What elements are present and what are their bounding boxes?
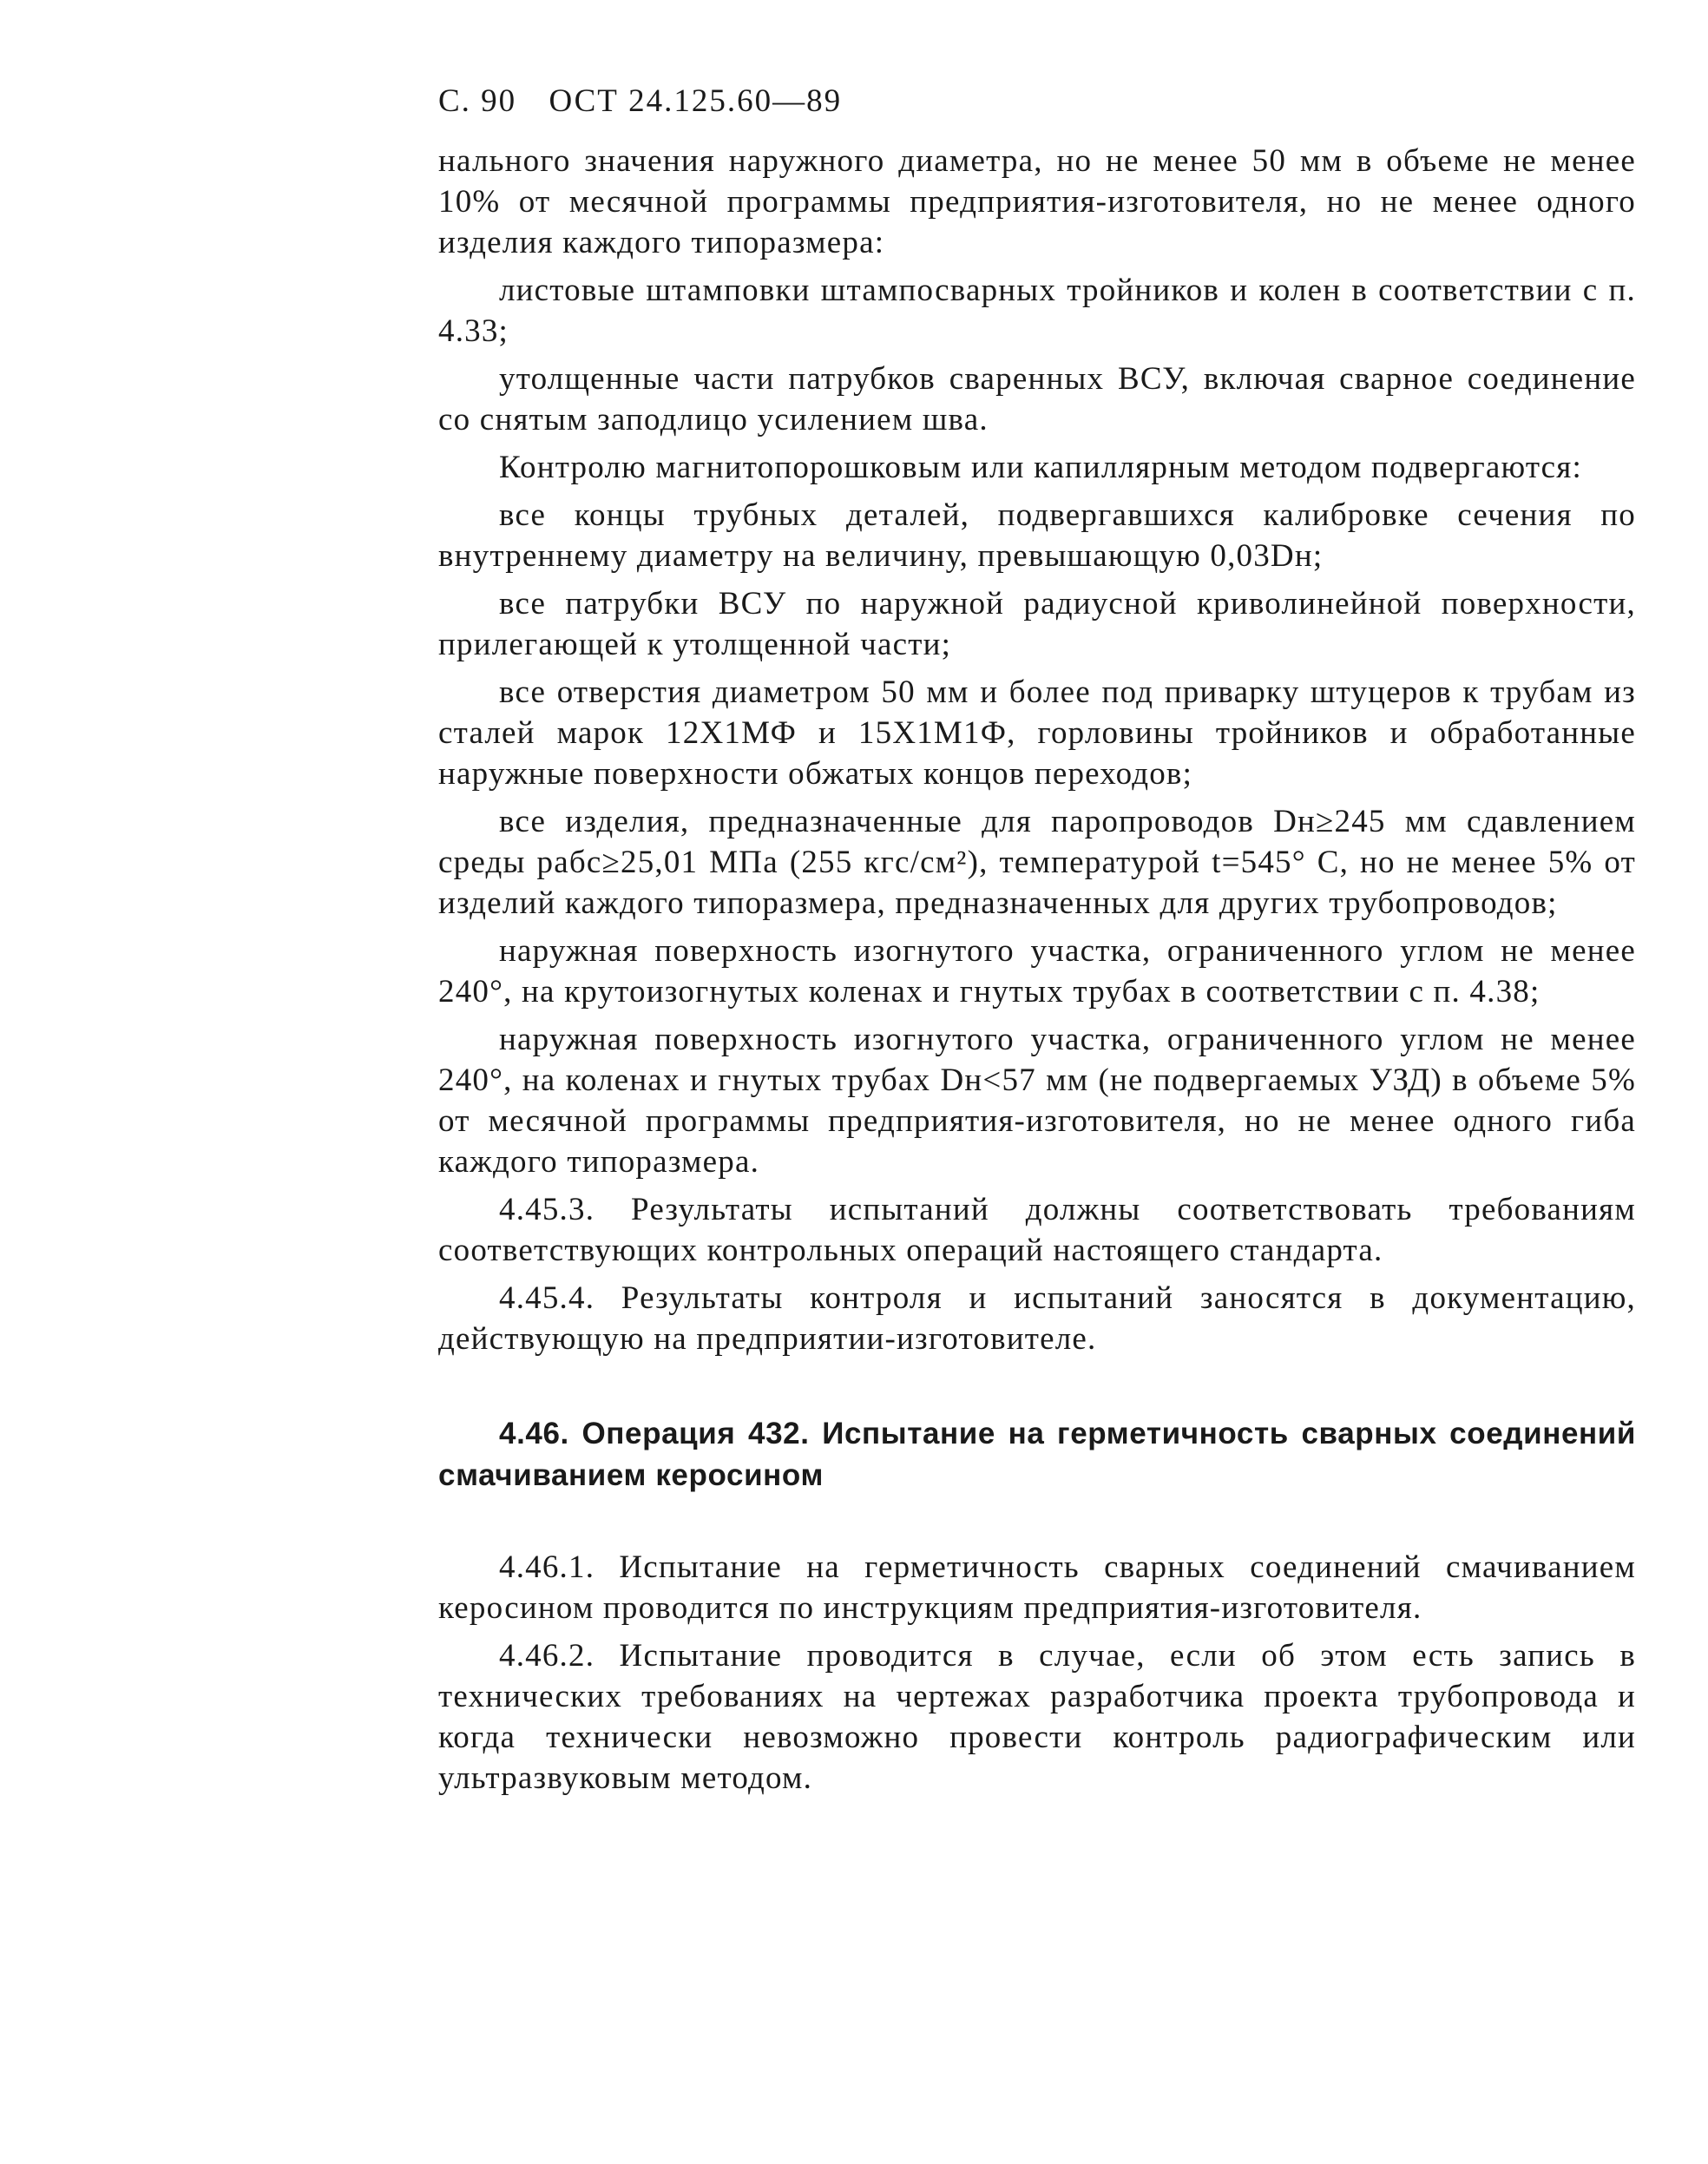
paragraph: все отверстия диаметром 50 мм и более под приварку штуцеров к трубам из сталей марок 12Х1МФ и 15Х1М1Ф, горловины тройников и обработанные наружные поверхности обжатых концов переходов; (438, 674, 1636, 792)
paragraph: 4.45.4. Результаты контроля и испытаний заносятся в документацию, действующую на предприятии-изготовителе. (438, 1280, 1636, 1357)
paragraph: все концы трубных деталей, подвергавшихся калибровке сечения по внутреннему диаметру на величину, превышающую 0,03Dн; (438, 497, 1636, 574)
page-header (438, 82, 1636, 120)
document-page (438, 82, 1636, 1806)
paragraph: нального значения наружного диаметра, но не менее 50 мм в объеме не менее 10% от месячной программы предприятия-изготовителя, но не менее одного изделия каждого типоразмера: (438, 143, 1636, 260)
section-title: 4.46. Операция 432. Испытание на герметичность сварных соединений смачиванием керосином (438, 1417, 1636, 1492)
paragraph: все изделия, предназначенные для паропроводов Dн≥245 мм сдавлением среды pабс≥25,01 МПа (255 кгс/см²), температурой t=545° С, но не менее 5% от изделий каждого типоразмера, предназначенных для других трубопроводов; (438, 804, 1636, 921)
paragraph: 4.46.2. Испытание проводится в случае, если об этом есть запись в технических требованиях на чертежах разработчика проекта трубопровода и когда технически невозможно провести контроль радиографическим или ультразвуковым методом. (438, 1638, 1636, 1796)
paragraph: 4.45.3. Результаты испытаний должны соответствовать требованиям соответствующих контрольных операций настоящего стандарта. (438, 1192, 1636, 1268)
paragraph: листовые штамповки штампосварных тройников и колен в соответствии с п. 4.33; (438, 273, 1636, 349)
page-number: С. 90 (438, 83, 517, 119)
paragraph: все патрубки ВСУ по наружной радиусной криволинейной поверхности, прилегающей к утолщенной части; (438, 586, 1636, 662)
paragraph: наружная поверхность изогнутого участка, ограниченного углом не менее 240°, на крутоизогнутых коленах и гнутых трубах в соответствии с п. 4.38; (438, 933, 1636, 1010)
section-body-text (438, 1547, 1636, 1799)
paragraph: 4.46.1. Испытание на герметичность сварных соединений смачиванием керосином проводится по инструкциям предприятия-изготовителя. (438, 1549, 1636, 1626)
standard-code: ОСТ 24.125.60—89 (549, 83, 843, 119)
body-text (438, 141, 1636, 1359)
paragraph: утолщенные части патрубков сваренных ВСУ, включая сварное соединение со снятым заподлицо усилением шва. (438, 361, 1636, 437)
paragraph: Контролю магнитопорошковым или капиллярным методом подвергаются: (499, 450, 1582, 485)
paragraph: наружная поверхность изогнутого участка, ограниченного углом не менее 240°, на коленах и гнутых трубах Dн<57 мм (не подвергаемых УЗД) в объеме 5% от месячной программы предприятия-изготовителя, но не менее одного гиба каждого типоразмера. (438, 1022, 1636, 1180)
